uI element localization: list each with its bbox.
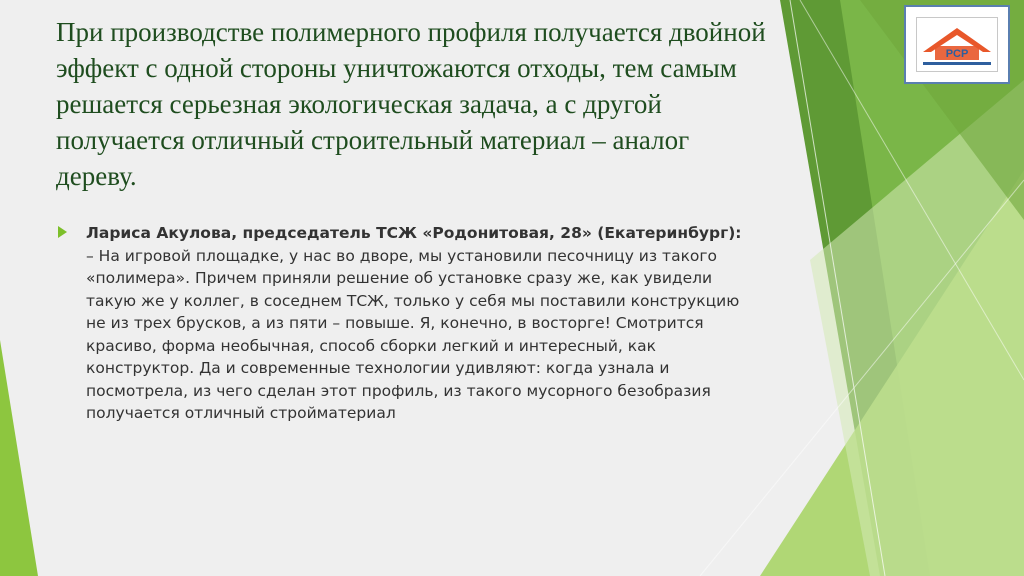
logo-frame: [916, 17, 998, 72]
company-logo: [904, 5, 1010, 84]
logo-text: PCP: [945, 48, 969, 60]
bullet-text: [86, 222, 758, 425]
slide-title: При производстве полимерного профиля получается двойной эффект с одной стороны уничтожаются отходы, тем самым решается серьезная экологическая задача, а с другой получается отличный строительный материал – аналог дереву.: [56, 17, 766, 191]
bullet-arrow-icon: [58, 226, 67, 238]
quote-author: Лариса Акулова, председатель ТСЖ «Родонитовая, 28» (Екатеринбург):: [86, 224, 742, 242]
bullet-item: [58, 222, 758, 425]
left-green-strip: [0, 340, 38, 576]
logo-base-bar: [923, 62, 991, 65]
quote-body: – На игровой площадке, у нас во дворе, мы установили песочницу из такого «полимера». Причем приняли решение об установке сразу же, как увидели такую же у коллег, в соседнем ТСЖ, только у себя мы поставили конструкцию не из трех брусков, а из пяти – повыше. Я, конечно, в восторге! Смотрится красиво, форма необычная, способ сборки легкий и интересный, как конструктор. Да и современные технологии удивляют: когда узнала и посмотрела, из чего сделан этот профиль, из такого мусорного безобразия получается отличный стройматериал: [86, 246, 740, 422]
company-logo-icon: [917, 18, 997, 71]
